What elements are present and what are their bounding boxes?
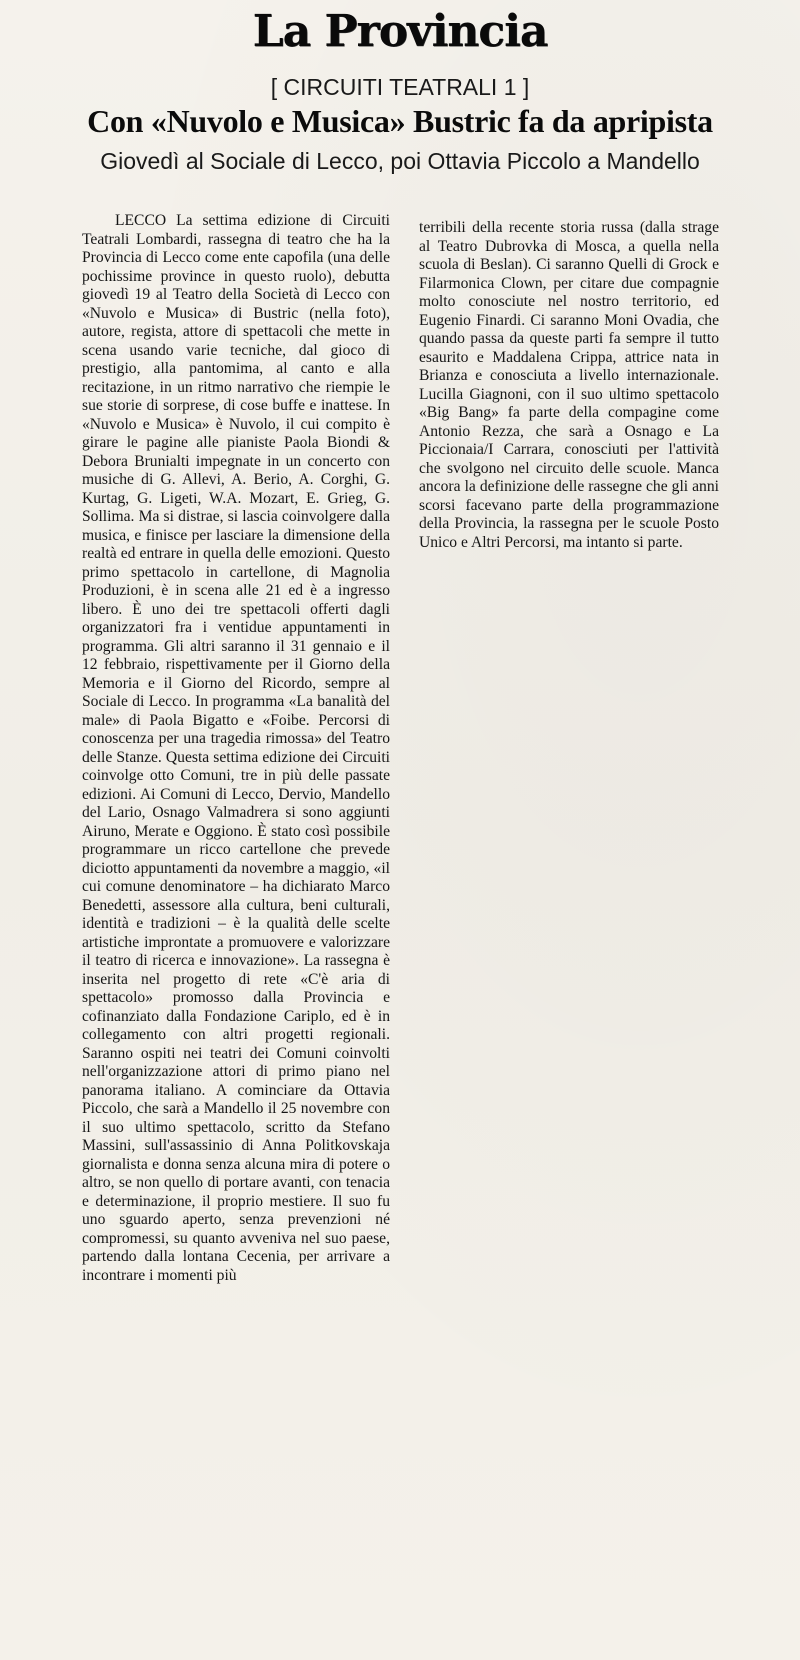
article-headline: Con «Nuvolo e Musica» Bustric fa da apripista xyxy=(87,103,713,139)
article-body-column-2: terribili della recente storia russa (dalla strage al Teatro Dubrovka di Mosca, a quella nella scuola di Beslan). Ci saranno Quelli di Grock e Filarmonica Clown, per citare due compagnie molto conosciute nel nostro territorio, ed Eugenio Finardi. Ci saranno Moni Ovadia, che quando passa da queste parti fa sempre il tutto esaurito e Maddalena Crippa, attrice nata in Brianza e conosciuta a livello internazionale. Lucilla Giagnoni, con il suo ultimo spettacolo «Big Bang» fa parte della compagine come Antonio Rezza, che sarà a Osnago e La Piccionaia/I Carrara, conosciuti per l'attività che svolgono nel circuito delle scuole. Manca ancora la definizione delle rassegne che gli anni scorsi facevano parte della programmazione della Provincia, la rassegna per le scuole Posto Unico e Altri Percorsi, ma intanto si parte. xyxy=(419,219,719,551)
article-column-2 xyxy=(419,219,719,669)
newspaper-masthead: La Provincia xyxy=(252,6,548,57)
article-column-1 xyxy=(82,212,390,1658)
article-body-column-1: LECCO La settima edizione di Circuiti Teatrali Lombardi, rassegna di teatro che ha la Provincia di Lecco come ente capofila (una delle pochissime province in questo ruolo), debutta giovedì 19 al Teatro della Società di Lecco con «Nuvolo e Musica» di Bustric (nella foto), autore, regista, attore di spettacoli che mette in scena usando varie tecniche, dal gioco di prestigio, alla pantomima, al canto e alla recitazione, in un ritmo narrativo che riempie le sue storie di sorprese, di cose buffe e inattese. In «Nuvolo e Musica» è Nuvolo, il cui compito è girare le pagine alle pianiste Paola Biondi & Debora Brunialti impegnate in un concerto con musiche di G. Allevi, A. Berio, A. Corghi, G. Kurtag, G. Ligeti, W.A. Mozart, E. Grieg, G. Sollima. Ma si distrae, si lascia coinvolgere dalla musica, e finisce per lasciare la dimensione della realtà ed entrare in quella delle emozioni. Questo primo spettacolo in cartellone, di Magnolia Produzioni, è in scena alle 21 ed è a ingresso libero. È uno dei tre spettacoli offerti dagli organizzatori fra i ventidue appuntamenti in programma. Gli altri saranno il 31 gennaio e il 12 febbraio, rispettivamente per il Giorno della Memoria e il Giorno del Ricordo, sempre al Sociale di Lecco. In programma «La banalità del male» di Paola Bigatto e «Foibe. Percorsi di conoscenza per una tragedia rimossa» del Teatro delle Stanze. Questa settima edizione dei Circuiti coinvolge otto Comuni, tre in più delle passate edizioni. Ai Comuni di Lecco, Dervio, Mandello del Lario, Osnago Valmadrera si sono aggiunti Airuno, Merate e Oggiono. È stato così possibile programmare un ricco cartellone che prevede diciotto appuntamenti da novembre a maggio, «il cui comune denominatore – ha dichiarato Marco Benedetti, assessore alla cultura, beni culturali, identità e tradizioni – è la qualità delle scelte artistiche improntate a promuovere e valorizzare il teatro di ricerca e innovazione». La rassegna è inserita nel progetto di rete «C'è aria di spettacolo» promosso dalla Provincia e cofinanziato dalla Fondazione Cariplo, ed è in collegamento con altri progetti regionali. Saranno ospiti nei teatri dei Comuni coinvolti nell'organizzazione attori di primo piano nel panorama italiano. A cominciare da Ottavia Piccolo, che sarà a Mandello il 25 novembre con il suo ultimo spettacolo, scritto da Stefano Massini, sull'assassinio di Anna Politkovskaja giornalista e donna senza alcuna mira di potere o altro, se non quello di portare avanti, con tenacia e determinazione, il proprio mestiere. Il suo fu uno sguardo aperto, senza prevenzioni né compromessi, su quanto avveniva nel suo paese, partendo dalla lontana Cecenia, per arrivare a incontrare i momenti più xyxy=(82,212,390,1284)
section-kicker: [ CIRCUITI TEATRALI 1 ] xyxy=(270,74,530,100)
article-subheadline: Giovedì al Sociale di Lecco, poi Ottavia Piccolo a Mandello xyxy=(100,148,700,174)
